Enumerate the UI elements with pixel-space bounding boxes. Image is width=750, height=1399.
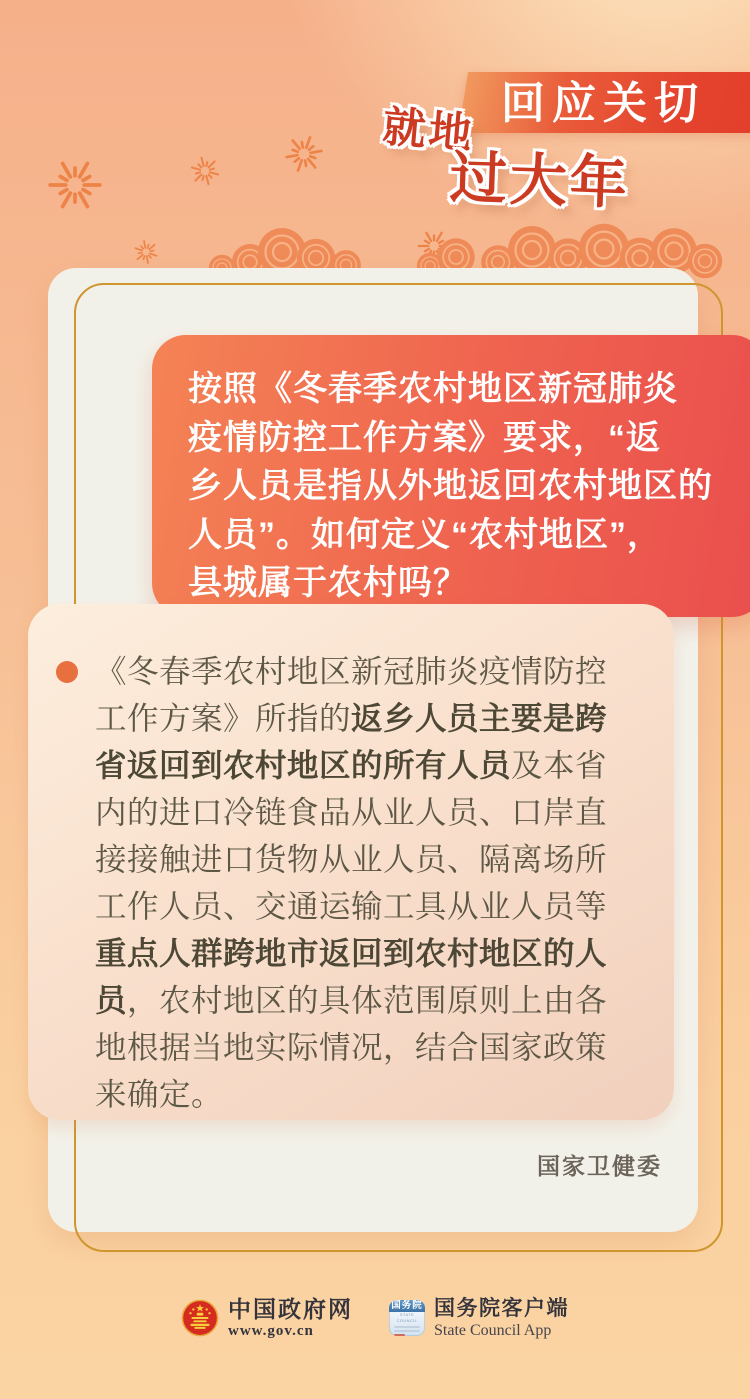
app-icon-line-red	[394, 1334, 405, 1336]
question-box	[152, 335, 750, 617]
answer-text: 《冬春季农村地区新冠肺炎疫情防控 工作方案》所指的返乡人员主要是跨 省返回到农村地区的所有人员及本省 内的进口冷链食品从业人员、口岸直 接接触进口货物从业人员、隔离场所 工作人员、交通运输工具从业人员等 重点人群跨地市返回到农村地区的人 员，农村地区的具体范围原则上由各 地根据当地实际情况，结合国家政策 来确定。	[95, 653, 608, 1112]
national-emblem-icon	[181, 1299, 219, 1337]
gov-cn-name: 中国政府网	[228, 1296, 353, 1322]
gov-cn-url: www.gov.cn	[228, 1323, 314, 1340]
bullet-icon	[56, 661, 78, 683]
question-line: 人员”。如何定义“农村地区”，	[188, 515, 662, 554]
app-icon-line	[394, 1330, 420, 1332]
question-line: 疫情防控工作方案》要求，“返	[188, 418, 661, 457]
top-decoration	[0, 0, 750, 292]
app-icon-sublabel: STATE COUNCIL	[396, 1312, 418, 1324]
banner-title: 回应关切	[501, 79, 705, 128]
state-council-app-icon	[389, 1300, 425, 1336]
question-line: 按照《冬春季农村地区新冠肺炎	[188, 370, 678, 408]
state-council-app-name: 国务院客户端	[434, 1296, 569, 1320]
state-council-app-subtitle: State Council App	[434, 1321, 552, 1339]
question-line: 县城属于农村吗？	[188, 564, 468, 602]
footer	[0, 1296, 750, 1340]
gov-cn-brand	[181, 1296, 353, 1340]
question-line: 乡人员是指从外地返回农村地区的	[188, 467, 713, 505]
app-icon-line	[394, 1326, 420, 1328]
state-council-app-brand	[389, 1297, 569, 1340]
answer-box	[28, 604, 674, 1120]
headline-line2: 过大年	[448, 145, 631, 217]
headline-line1: 就地	[380, 103, 477, 159]
source-attribution: 国家卫健委	[537, 1153, 662, 1179]
app-icon-label: 国务院	[389, 1300, 425, 1312]
